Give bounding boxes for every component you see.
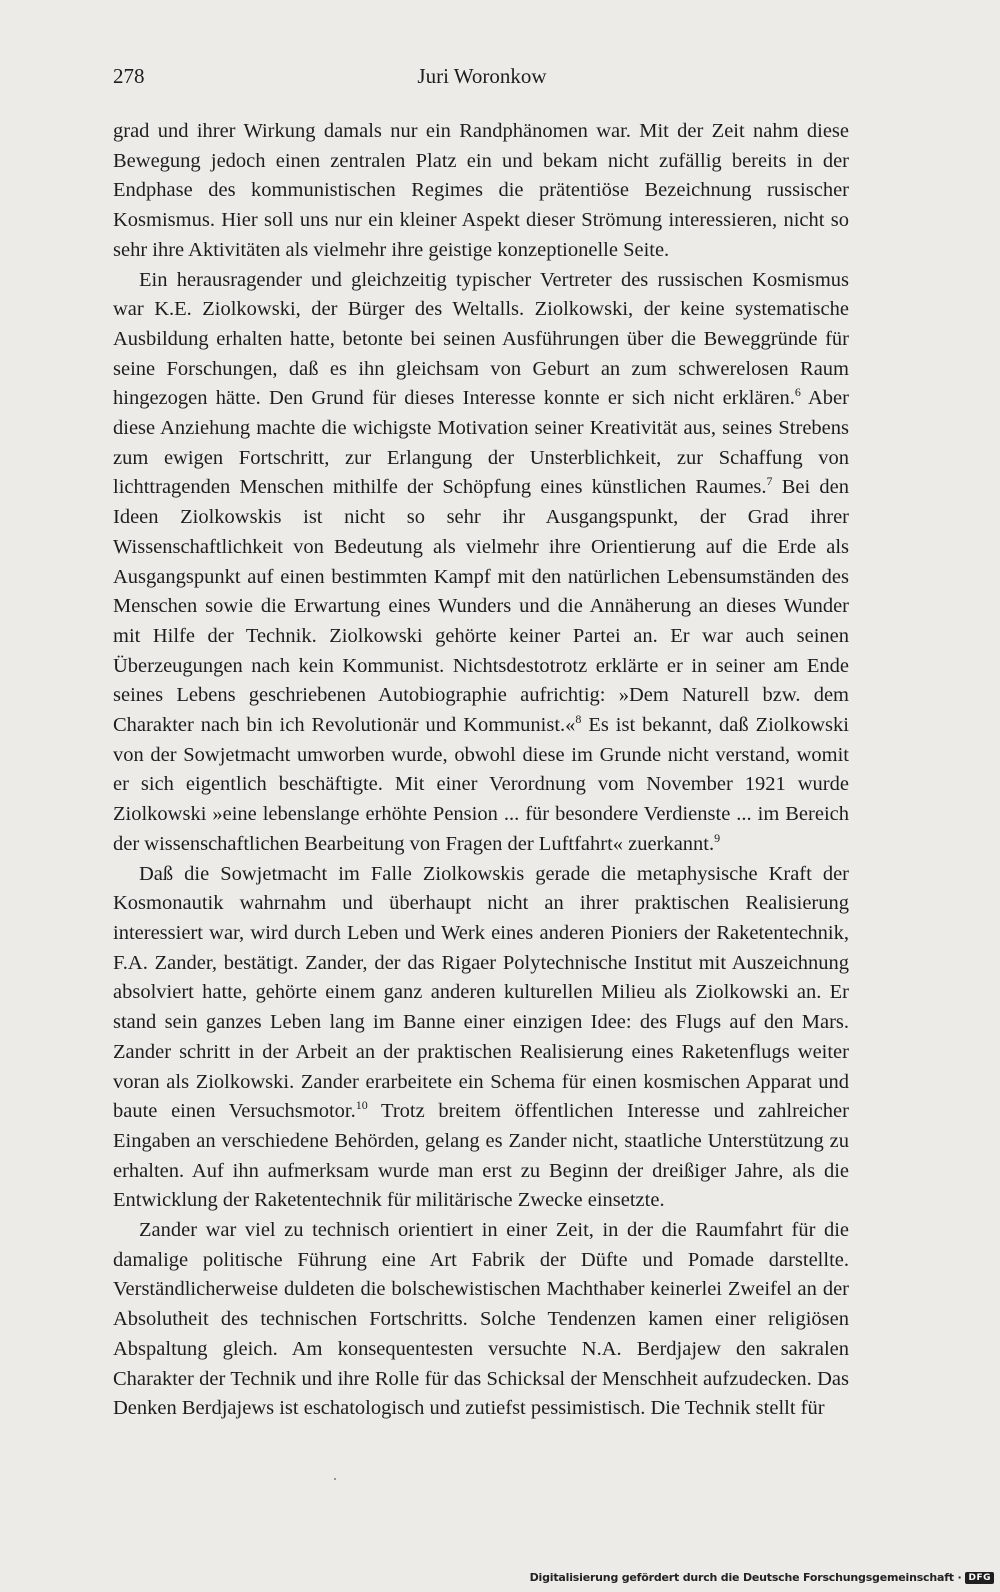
text-run: Zander war viel zu technisch orientiert in einer Zeit, in der die Raumfahrt für die damalige politische Führung eine Art Fabrik der Düfte und Pomade darstellte. Verständlicherweise duldeten die bolschewistischen Machthaber keinerlei Zweifel an der Absolutheit des technischen Fortschritts. Solche Tendenzen kamen einer religiösen Abspaltung gleich. Am konsequentesten versuchte N.A. Berdjajew den sakralen Charakter der Technik und ihre Rolle für das Schicksal der Menschheit aufzudecken. Das Denken Berdjajews ist eschatologisch und zutiefst pessimistisch. Die Technik stellt für: [113, 1219, 849, 1420]
paragraph: [113, 117, 849, 266]
running-head: Juri Woronkow: [417, 64, 547, 88]
footnote-ref[interactable]: 8: [575, 712, 582, 727]
footnote-ref[interactable]: 10: [355, 1098, 368, 1113]
footnote-ref[interactable]: 7: [766, 474, 773, 489]
paragraph: [113, 266, 849, 860]
text-run: Es ist bekannt, daß Ziolkowski von der Sowjetmacht umworben wurde, obwohl diese im Grunde nicht verstand, womit er sich eigentlich beschäftigte. Mit einer Verordnung vom November 1921 wurde Ziolkowski »eine lebenslange erhöhte Pension ... für besondere Verdienste ... im Bereich der wissenschaftlichen Bearbeitung von Fragen der Luftfahrt« zuerkannt.: [113, 714, 849, 855]
text-run: Aber diese Anziehung machte die wichigste Motivation seiner Kreativität aus, seines Strebens zum ewigen Fortschritt, zur Erlangung der Unsterblichkeit, zur Schaffung von lichttragenden Menschen mithilfe der Schöpfung eines künstlichen Raumes.: [113, 387, 849, 499]
paragraph: [113, 860, 849, 1216]
body-text: [113, 117, 849, 1424]
page-number: 278: [113, 64, 145, 88]
text-run: Trotz breitem öffentlichen Interesse und zahlreicher Eingaben an verschiedene Behörden, gelang es Zander nicht, staatliche Unterstützung zu erhalten. Auf ihn aufmerksam wurde man erst zu Beginn der dreißiger Jahre, als die Entwicklung der Raketentechnik für militärische Zwecke einsetzte.: [113, 1100, 849, 1212]
text-run: Bei den Ideen Ziolkowskis ist nicht so sehr ihr Ausgangspunkt, der Grad ihrer Wissenschaftlichkeit von Bedeutung als vielmehr ihre Orientierung auf die Erde als Ausgangspunkt auf einen bestimmten Kampf mit den natürlichen Lebensumständen des Menschen sowie die Erwartung eines Wunders und die Annäherung an dieses Wunder mit Hilfe der Technik. Ziolkowski gehörte keiner Partei an. Er war auch seinen Überzeugungen nach kein Kommunist. Nichtsdestotrotz erklärte er in seiner am Ende seines Lebens geschriebenen Autobiographie aufrichtig: »Dem Naturell bzw. dem Charakter nach bin ich Revolutionär und Kommunist.«: [113, 476, 849, 737]
text-run: Ein herausragender und gleichzeitig typischer Vertreter des russischen Kosmismus war K.E. Ziolkowski, der Bürger des Weltalls. Ziolkowski, der keine systematische Ausbildung erhalten hatte, betonte bei seinen Ausführungen über die Beweggründe für seine Forschungen, daß es ihn gleichsam von Geburt an zum schwerelosen Raum hingezogen hätte. Den Grund für dieses Interesse konnte er sich nicht erklären.: [113, 268, 849, 410]
text-run: Daß die Sowjetmacht im Falle Ziolkowskis gerade die metaphysische Kraft der Kosmonautik wahrnahm und überhaupt nicht an ihrer praktischen Realisierung interessiert war, wird durch Leben und Werk eines anderen Pioniers der Raketentechnik, F.A. Zander, bestätigt. Zander, der das Rigaer Polytechnische Institut mit Auszeichnung absolviert hatte, gehörte einem ganz anderen kulturellen Milieu als Ziolkowski an. Er stand sein ganzes Leben lang im Banne einer einzigen Idee: des Flugs auf den Mars. Zander schritt in der Arbeit an der praktischen Realisierung eines Raketenflugs weiter voran als Ziolkowski. Zander erarbeitete ein Schema für einen kosmischen Apparat und baute einen Versuchsmotor.: [113, 862, 849, 1123]
dfg-credit: Digitalisierung gefördert durch die Deutsche Forschungsgemeinschaft ·: [529, 1571, 962, 1584]
paragraph: [113, 1216, 849, 1424]
footnote-ref[interactable]: 9: [714, 830, 721, 845]
digitization-footer: [530, 1571, 994, 1584]
scan-speck: [334, 1478, 336, 1480]
footnote-ref[interactable]: 6: [794, 385, 801, 400]
text-run: grad und ihrer Wirkung damals nur ein Randphänomen war. Mit der Zeit nahm diese Bewegung jedoch einen zentralen Platz ein und bekam nicht zufällig bereits in der Endphase des kommunistischen Regimes die prätentiöse Bezeichnung russischer Kosmismus. Hier soll uns nur ein kleiner Aspekt dieser Strömung interessieren, nicht so sehr ihre Aktivitäten als vielmehr ihre geistige konzeptionelle Seite.: [113, 120, 849, 261]
dfg-logo: DFG: [965, 1572, 994, 1584]
page-header: [113, 64, 851, 96]
